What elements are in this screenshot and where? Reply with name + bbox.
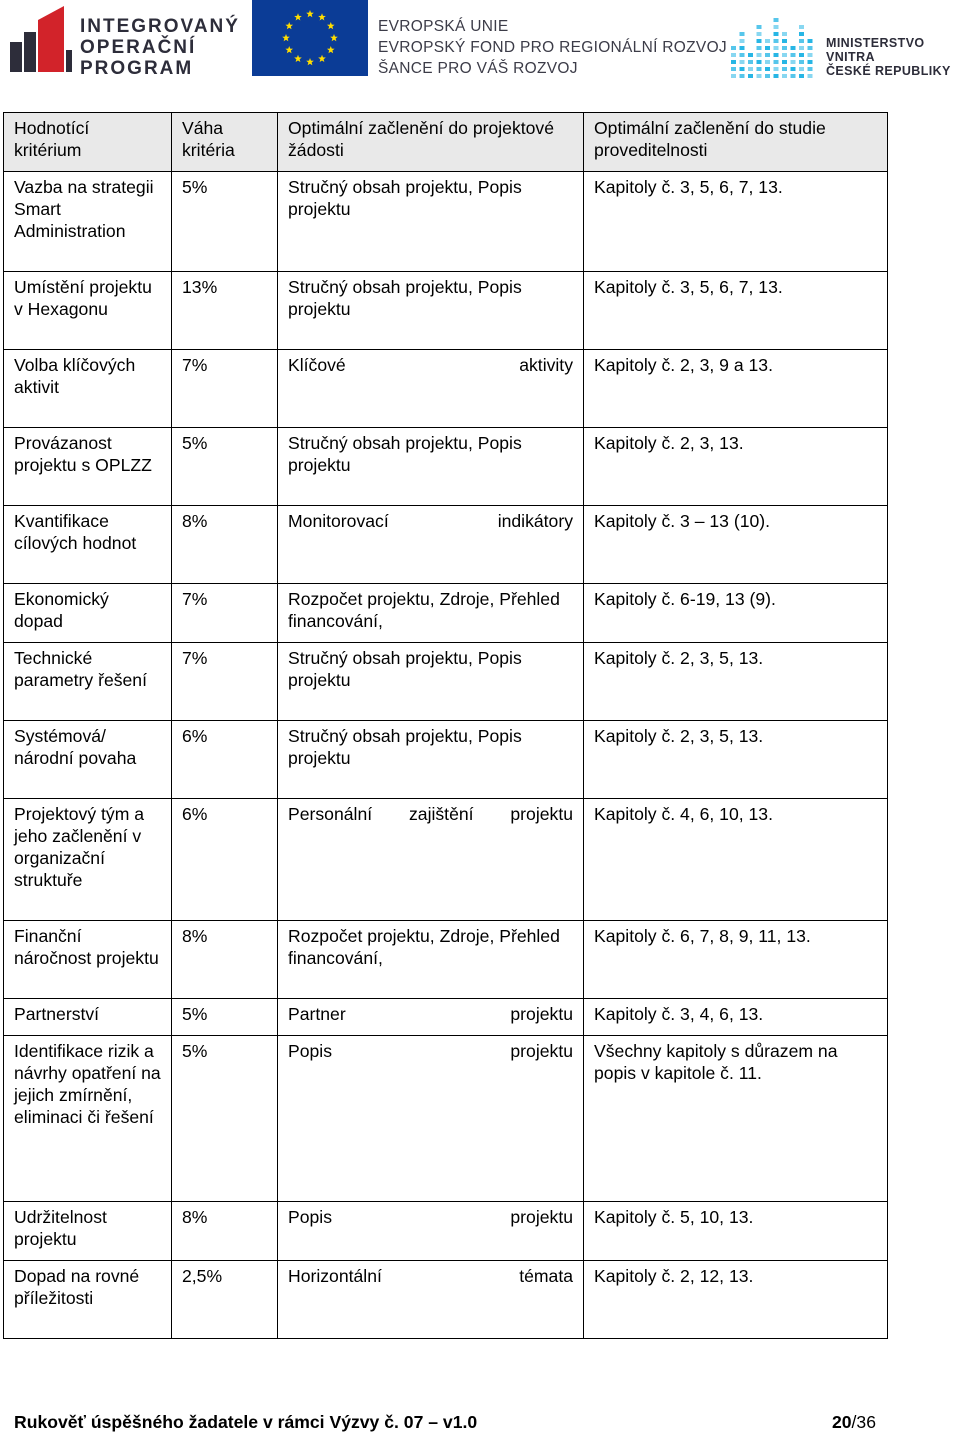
mv-dot-icon <box>782 60 787 64</box>
application-cell: Klíčové aktivity <box>278 350 584 428</box>
weight-cell: 8% <box>172 506 278 584</box>
weight-cell: 7% <box>172 350 278 428</box>
header-study: Optimální začlenění do studie proveditelnosti <box>584 113 888 172</box>
mv-dot-icon <box>799 25 804 29</box>
weight-cell: 6% <box>172 799 278 921</box>
mv-dot-icon <box>740 46 745 50</box>
mv-dot-icon <box>740 60 745 64</box>
mv-dot-icon <box>774 25 779 29</box>
study-cell: Kapitoly č. 6, 7, 8, 9, 11, 13. <box>584 921 888 999</box>
eu-star-icon <box>282 34 290 41</box>
study-cell: Kapitoly č. 2, 3, 9 a 13. <box>584 350 888 428</box>
mv-dot-icon <box>740 32 745 36</box>
study-cell: Kapitoly č. 2, 3, 5, 13. <box>584 643 888 721</box>
criterion-cell: Projektový tým a jeho začlenění v organizační struktuře <box>4 799 172 921</box>
criterion-cell: Provázanost projektu s OPLZZ <box>4 428 172 506</box>
table-header-row <box>4 113 888 172</box>
mv-dot-icon <box>757 74 762 78</box>
mv-dot-icon <box>782 46 787 50</box>
mv-dot-icon <box>740 53 745 57</box>
criterion-cell: Udržitelnost projektu <box>4 1202 172 1261</box>
mv-dot-icon <box>774 32 779 36</box>
study-cell: Všechny kapitoly s důrazem na popis v kapitole č. 11. <box>584 1036 888 1202</box>
eu-star-icon <box>306 58 314 65</box>
weight-cell: 7% <box>172 643 278 721</box>
mv-dot-icon <box>757 67 762 71</box>
table-row <box>4 799 888 921</box>
weight-cell: 8% <box>172 1202 278 1261</box>
mv-dot-icon <box>765 39 770 43</box>
mv-dot-icon <box>740 67 745 71</box>
application-cell: Partner projektu <box>278 999 584 1036</box>
weight-cell: 8% <box>172 921 278 999</box>
header-application: Optimální začlenění do projektové žádosti <box>278 113 584 172</box>
mv-dot-icon <box>748 74 753 78</box>
eu-star-icon <box>327 22 335 29</box>
mv-dot-icon <box>774 67 779 71</box>
weight-cell: 13% <box>172 272 278 350</box>
mv-dot-icon <box>740 39 745 43</box>
application-cell: Popis projektu <box>278 1036 584 1202</box>
mv-dot-icon <box>740 74 745 78</box>
mv-dot-icon <box>782 32 787 36</box>
criterion-cell: Identifikace rizik a návrhy opatření na jejich zmírnění, eliminaci či řešení <box>4 1036 172 1202</box>
mv-dot-icon <box>731 53 736 57</box>
eu-flag-icon <box>252 0 368 76</box>
criterion-cell: Ekonomický dopad <box>4 584 172 643</box>
iop-logo-text: INTEGROVANÝ OPERAČNÍ PROGRAM <box>80 16 240 79</box>
weight-cell: 5% <box>172 999 278 1036</box>
eu-logo-text: EVROPSKÁ UNIE EVROPSKÝ FOND PRO REGIONÁLNÍ ROZVOJ ŠANCE PRO VÁŠ ROZVOJ <box>378 18 727 77</box>
mv-dot-icon <box>731 60 736 64</box>
mv-dot-icon <box>799 32 804 36</box>
mv-logo-text: MINISTERSTVO VNITRA ČESKÉ REPUBLIKY <box>826 36 951 78</box>
application-cell: Horizontální témata <box>278 1261 584 1339</box>
header-weight: Váha kritéria <box>172 113 278 172</box>
mv-dot-icon <box>731 67 736 71</box>
study-cell: Kapitoly č. 3, 5, 6, 7, 13. <box>584 172 888 272</box>
mv-dot-icon <box>808 67 813 71</box>
mv-dot-icon <box>765 67 770 71</box>
criterion-cell: Partnerství <box>4 999 172 1036</box>
mv-dot-icon <box>782 74 787 78</box>
mv-dot-icon <box>774 74 779 78</box>
study-cell: Kapitoly č. 5, 10, 13. <box>584 1202 888 1261</box>
eu-star-icon <box>318 13 326 20</box>
mv-dot-icon <box>774 18 779 22</box>
table-row <box>4 428 888 506</box>
study-cell: Kapitoly č. 2, 3, 5, 13. <box>584 721 888 799</box>
mv-dot-icon <box>757 25 762 29</box>
eu-star-icon <box>285 22 293 29</box>
mv-dot-icon <box>748 60 753 64</box>
application-cell: Personální zajištění projektu <box>278 799 584 921</box>
mv-dot-icon <box>791 67 796 71</box>
mv-logo-icon <box>730 12 816 78</box>
eu-star-icon <box>294 55 302 62</box>
page-number: 20/36 <box>831 1412 876 1432</box>
mv-dot-icon <box>799 60 804 64</box>
mv-dot-icon <box>799 53 804 57</box>
application-cell: Stručný obsah projektu, Popis projektu <box>278 172 584 272</box>
study-cell: Kapitoly č. 3, 4, 6, 13. <box>584 999 888 1036</box>
study-cell: Kapitoly č. 6-19, 13 (9). <box>584 584 888 643</box>
mv-dot-icon <box>731 74 736 78</box>
mv-dot-icon <box>757 46 762 50</box>
footer-title: Rukověť úspěšného žadatele v rámci Výzvy č. 07 – v1.0 <box>14 1412 478 1432</box>
table-row <box>4 272 888 350</box>
application-cell: Rozpočet projektu, Zdroje, Přehled financování, <box>278 584 584 643</box>
mv-dot-icon <box>799 46 804 50</box>
mv-dot-icon <box>757 32 762 36</box>
criterion-cell: Systémová/ národní povaha <box>4 721 172 799</box>
mv-dot-icon <box>774 46 779 50</box>
study-cell: Kapitoly č. 2, 12, 13. <box>584 1261 888 1339</box>
criterion-cell: Technické parametry řešení <box>4 643 172 721</box>
table-row <box>4 506 888 584</box>
mv-dot-icon <box>748 53 753 57</box>
weight-cell: 5% <box>172 1036 278 1202</box>
eu-star-icon <box>318 55 326 62</box>
study-cell: Kapitoly č. 4, 6, 10, 13. <box>584 799 888 921</box>
mv-dot-icon <box>774 60 779 64</box>
mv-dot-icon <box>791 74 796 78</box>
application-cell: Stručný obsah projektu, Popis projektu <box>278 272 584 350</box>
application-cell: Rozpočet projektu, Zdroje, Přehled financování, <box>278 921 584 999</box>
weight-cell: 5% <box>172 428 278 506</box>
application-cell: Stručný obsah projektu, Popis projektu <box>278 721 584 799</box>
study-cell: Kapitoly č. 3 – 13 (10). <box>584 506 888 584</box>
criterion-cell: Volba klíčových aktivit <box>4 350 172 428</box>
eu-star-icon <box>327 46 335 53</box>
criterion-cell: Umístění projektu v Hexagonu <box>4 272 172 350</box>
mv-dot-icon <box>791 60 796 64</box>
weight-cell: 5% <box>172 172 278 272</box>
mv-dot-icon <box>765 74 770 78</box>
study-cell: Kapitoly č. 3, 5, 6, 7, 13. <box>584 272 888 350</box>
mv-dot-icon <box>765 53 770 57</box>
mv-dot-icon <box>782 53 787 57</box>
table-row <box>4 172 888 272</box>
eu-star-icon <box>285 46 293 53</box>
mv-dot-icon <box>808 74 813 78</box>
mv-dot-icon <box>765 60 770 64</box>
mv-dot-icon <box>808 53 813 57</box>
mv-dot-icon <box>757 39 762 43</box>
mv-dot-icon <box>799 67 804 71</box>
table-row <box>4 584 888 643</box>
mv-dot-icon <box>757 60 762 64</box>
weight-cell: 2,5% <box>172 1261 278 1339</box>
logo-header <box>0 0 960 80</box>
mv-dot-icon <box>782 67 787 71</box>
mv-dot-icon <box>808 39 813 43</box>
application-cell: Stručný obsah projektu, Popis projektu <box>278 643 584 721</box>
criterion-cell: Finanční náročnost projektu <box>4 921 172 999</box>
weight-cell: 6% <box>172 721 278 799</box>
mv-dot-icon <box>808 46 813 50</box>
mv-dot-icon <box>782 39 787 43</box>
table-row <box>4 999 888 1036</box>
table-row <box>4 1202 888 1261</box>
table-row <box>4 721 888 799</box>
table-row <box>4 350 888 428</box>
mv-dot-icon <box>774 39 779 43</box>
eu-star-icon <box>330 34 338 41</box>
header-criterion: Hodnotící kritérium <box>4 113 172 172</box>
iop-logo-icon <box>10 2 72 76</box>
study-cell: Kapitoly č. 2, 3, 13. <box>584 428 888 506</box>
mv-dot-icon <box>808 60 813 64</box>
mv-dot-icon <box>757 53 762 57</box>
mv-dot-icon <box>791 53 796 57</box>
weight-cell: 7% <box>172 584 278 643</box>
criterion-cell: Kvantifikace cílových hodnot <box>4 506 172 584</box>
mv-dot-icon <box>799 74 804 78</box>
criterion-cell: Vazba na strategii Smart Administration <box>4 172 172 272</box>
application-cell: Monitorovací indikátory <box>278 506 584 584</box>
mv-dot-icon <box>799 39 804 43</box>
mv-dot-icon <box>791 46 796 50</box>
table-row <box>4 1036 888 1202</box>
mv-dot-icon <box>765 46 770 50</box>
application-cell: Popis projektu <box>278 1202 584 1261</box>
table-row <box>4 643 888 721</box>
criterion-cell: Dopad na rovné příležitosti <box>4 1261 172 1339</box>
table-row <box>4 921 888 999</box>
criteria-table <box>3 112 888 1339</box>
mv-dot-icon <box>731 46 736 50</box>
application-cell: Stručný obsah projektu, Popis projektu <box>278 428 584 506</box>
mv-dot-icon <box>748 67 753 71</box>
eu-star-icon <box>294 13 302 20</box>
table-row <box>4 1261 888 1339</box>
eu-star-icon <box>306 10 314 17</box>
mv-dot-icon <box>774 53 779 57</box>
